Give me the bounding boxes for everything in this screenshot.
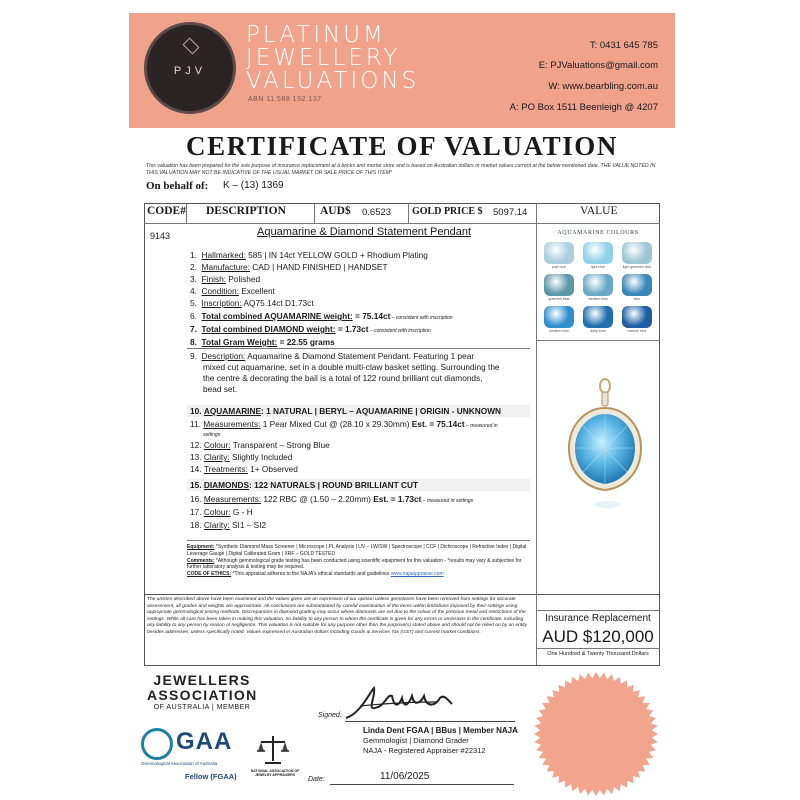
date-line [330,784,514,785]
diamond-icon [183,38,200,55]
bail-diamonds [602,392,608,406]
insurance-divider [536,610,660,611]
equipment-divider [187,540,530,541]
line-number: 18. [190,520,202,530]
ja-line-2: ASSOCIATION [147,687,258,703]
line-diamonds-header [190,480,418,490]
item-title: Aquamarine & Diamond Statement Pendant [257,226,472,238]
line-aquamarine-header [190,406,501,416]
valuation-date: 11/06/2025 [380,771,430,782]
colour-swatch-label: intense blue [627,329,647,333]
ethics-label: CODE OF ETHICS: [187,571,232,578]
contact-address: A: PO Box 1511 Beenleigh @ 4207 [509,102,658,113]
line-key: Inscription: [201,298,242,308]
line-aqua-colour [190,440,330,450]
line-key: Colour: [203,507,231,517]
line-key: Clarity: [203,520,230,530]
line-manufacture [190,262,388,272]
line-key: Description: [201,351,246,361]
naja-link[interactable]: www.najaappraiser.com [390,571,444,578]
colour-swatch [622,274,652,296]
line-value: Polished [225,274,261,284]
colour-swatch-label: deep blue [590,329,606,333]
line-number: 6. [190,311,197,321]
signer-name: Linda Dent FGAA | BBus | Member NAJA [363,726,518,735]
line-key: Treatments: [203,464,248,474]
line-note-cont: settings [203,432,221,438]
ja-member-text: OF AUSTRALIA | MEMBER [153,704,251,711]
line-inscription [190,298,314,308]
colour-swatch [622,306,652,328]
line-key: Measurements: [203,494,262,504]
bottom-disclaimer: The articles described above have been examined and the values given are an expression of our opinion unless gemstones have been removed from settings for accurate assessment, all grades and weights are approximate. All conclusions are substantiated by careful examination of the items within limitations imposed by their settings using appropriate gemmological testing methods. Discrepancies in diamond grading may occur where diamonds are set due to the colour of the precious metal and restrictions of the settings. While all care has been taken in making this valuation, no liability to any person to whom the certificate is given for any errors or omissions in the certificate, including any liability to any person by reason of negligence. This valuation is not suitable for any purpose other than the purpose(s) stated above and should not be relied on by an entity besides addressee, unless specifically noted. Values expressed in Australian dollars including Goods & Services Tax (GST) and current market conditions. [147,597,528,635]
colour-swatch [544,242,574,264]
line-value: = 1.73ct [335,324,369,334]
ethics-text: *This appraisal adheres to the NAJA's ethical standards and guidelines [231,571,391,578]
brand-line-3: VALUATIONS [246,68,420,94]
line-aqua-treatments [190,464,298,474]
line-value: SI1 – SI2 [229,520,267,530]
equipment-label: Equipment: [187,544,215,550]
line-number: 13. [190,452,202,462]
colour-swatch-label: medium blue [548,329,570,333]
line-aqua-clarity [190,452,292,462]
pendant-image [565,378,645,528]
naja-scales-icon [255,733,291,767]
line-value: Slightly Included [229,452,293,462]
brand-line-2: JEWELLERY [246,45,401,71]
line-value: = 22.55 grams [277,337,335,347]
line-key: Total combined DIAMOND weight: [201,324,336,334]
bail [600,379,610,393]
line-hallmarked [190,250,428,260]
line-diamond-weight [190,324,431,336]
header-gold-price: GOLD PRICE $ [412,206,483,217]
line-dia-colour [190,507,253,517]
line-value: = 75.14ct [352,311,391,321]
line-condition [190,286,275,296]
line-value: 1 Pear Mixed Cut @ (28.10 x 29.30mm) [260,419,410,429]
behalf-label: On behalf of: [146,180,209,192]
comments-text: *Although gemmological grade testing has been conducted using scientific equipment for this valuation - *results may vary & subjective for further laboratory analysis & testing may be required. [187,557,522,571]
line-value: 1+ Observed [247,464,298,474]
line-description-cont: bead set. [203,384,238,394]
certificate-title: CERTIFICATE OF VALUATION [185,131,619,161]
colour-swatch-label: medium blue [587,297,609,301]
seal-shape [534,672,658,796]
line-estimate: Est. = 75.14ct [409,419,465,429]
line-number: 11. [190,419,201,429]
col-divider [186,203,187,224]
insurance-divider [536,648,660,649]
line-number: 16. [190,494,202,504]
line-value: 585 | IN 14ct YELLOW GOLD + Rhodium Plating [245,250,428,260]
header-value: VALUE [580,205,618,217]
line-number: 7. [190,324,197,334]
gold-price-value: 5097.14 [493,207,528,218]
brand-name [246,24,419,93]
gaa-logo-text: GAA [176,728,233,755]
insurance-label: Insurance Replacement [545,613,651,624]
line-value: : 122 NATURALS | ROUND BRILLIANT CUT [249,480,419,490]
line-finish [190,274,260,284]
colours-divider [536,340,660,341]
line-gram-weight [190,337,335,347]
line-number: 9. [190,351,197,361]
date-label: Date: [308,776,325,783]
line-key: DIAMONDS [203,480,250,490]
col-divider [408,203,409,224]
insurance-value: AUD $120,000 [542,627,654,646]
line-number: 17. [190,507,202,517]
line-key: Clarity: [203,452,230,462]
signer-registration: NAJA - Registered Appraiser #22312 [363,746,486,755]
line-number: 1. [190,250,197,260]
behalf-value: K – (13) 1369 [223,180,284,191]
line-value: : 1 NATURAL | BERYL – AQUAMARINE | ORIGIN - UNKNOWN [261,406,502,416]
insurance-value-words: One Hundred & Twenty Thousand Dollars [547,651,649,657]
colour-swatch-label: light blue [590,265,605,269]
table-header-divider [144,223,660,224]
colour-swatch [544,306,574,328]
line-value: G - H [230,507,253,517]
line-note: – measured in [464,423,498,429]
line-value: 122 RBC @ (1.50 – 2.20mm) [261,494,371,504]
header-description: DESCRIPTION [206,205,286,217]
aud-value: 0.6523 [362,207,392,218]
line-number: 3. [190,274,197,284]
line-key: Manufacture: [201,262,250,272]
line-aquamarine-weight [190,311,453,323]
line-key: AQUAMARINE [203,406,262,416]
equipment-text: *Synthetic Diamond Mass Screener | Microscope | PL Analysis | UV – LW/SW | Spectroscope | CCF | Dichroscope | Refractive Index | Digital Leverage Gauge | Digital Calibrated Gram | XRF – GOLD TESTED [187,544,527,557]
colour-swatch [583,242,613,264]
abn-number: ABN 11 588 192 137 [248,96,322,103]
naja-logo-text: NATIONAL ASSOCIATION OF JEWELRY APPRAISERS [250,769,300,777]
header-code: CODE# [147,205,186,217]
contact-phone: T: 0431 645 785 [589,40,658,51]
line-key: Total combined AQUAMARINE weight: [201,311,353,321]
line-description-cont: the centre & decorating the bail is a total of 122 round brilliant cut diamonds, [203,373,483,383]
line-number: 14. [190,464,202,474]
line-value: Aquamarine & Diamond Statement Pendant. Featuring 1 pear [245,351,475,361]
col-divider [314,203,315,224]
line-number: 15. [190,480,202,490]
aquamarine-colours-heading: AQUAMARINE COLOURS [557,230,639,236]
signer-role: Gemmologist | Diamond Grader [363,736,469,745]
brand-line-1: PLATINUM [246,22,386,48]
colour-swatch [544,274,574,296]
colour-swatch [583,306,613,328]
line-value: AQ75.14ct D1.73ct [241,298,314,308]
colour-swatch [622,242,652,264]
line-note: – measured in settings [421,498,474,504]
item-code: 9143 [150,231,171,241]
line-description [190,351,474,361]
embossed-seal [532,670,660,798]
line-note: – consistent with inscription [368,328,431,334]
contact-web: W: www.bearbling.com.au [548,81,658,92]
line-note: – consistent with inscription [390,315,453,321]
line-number: 10. [190,406,202,416]
reflection [593,501,621,509]
line-dia-clarity [190,520,266,530]
line-key: Hallmarked: [201,250,246,260]
line-aqua-measurements [190,419,498,431]
line-key: Total Gram Weight: [201,337,278,347]
line-estimate: Est. = 1.73ct [370,494,422,504]
line-number: 12. [190,440,202,450]
ja-line-1: JEWELLERS [153,672,251,688]
line-key: Measurements: [203,419,261,429]
comments-label: Comments: [187,557,215,564]
signature-line [345,721,515,722]
colour-swatch-label: light greenish blue [622,265,652,269]
equipment-notes [187,544,530,578]
line-value: Transparent – Strong Blue [230,440,330,450]
line-number: 5. [190,298,197,308]
line-number: 8. [190,337,197,347]
section-divider [187,348,530,349]
line-description-cont: mixed cut aquamarine, set in a double multi-claw basket setting. Surrounding the [203,362,500,372]
colour-swatch [583,274,613,296]
line-key: Finish: [201,274,226,284]
colour-swatch-label: pale blue [551,265,567,269]
gaa-full-name: Gemmological Association of Australia [141,761,218,766]
colour-swatch-label: blue [633,297,641,301]
signature-image [340,684,460,722]
line-value: CAD | HAND FINISHED | HANDSET [249,262,388,272]
line-number: 4. [190,286,197,296]
colour-swatch-label: greenish blue [548,297,570,301]
pjv-logo [144,22,236,114]
top-disclaimer: This valuation has been prepared for the sole purpose of insurance replacement at a bricks and mortar store and is based on Australian dollars or market values current at the below mentioned date. THE VALUE NOTED IN THIS VALUATION MAY NOT BE INDICATIVE OF THE USUAL MARKET OR SALE PRICE OF THIS ITEM* [146,163,656,176]
line-key: Colour: [203,440,231,450]
line-value: Excellent [238,286,275,296]
signed-label: Signed: [318,712,342,719]
contact-email: E: PJValuations@gmail.com [538,60,658,71]
line-key: Condition: [201,286,239,296]
logo-text: PJV [173,65,207,77]
fellow-text: Fellow (FGAA) [185,772,237,781]
header-aud: AUD$ [320,205,351,217]
line-dia-measurements [190,494,473,506]
gaa-emblem-icon [141,728,173,760]
jewellers-association-logo [147,673,257,703]
line-number: 2. [190,262,197,272]
